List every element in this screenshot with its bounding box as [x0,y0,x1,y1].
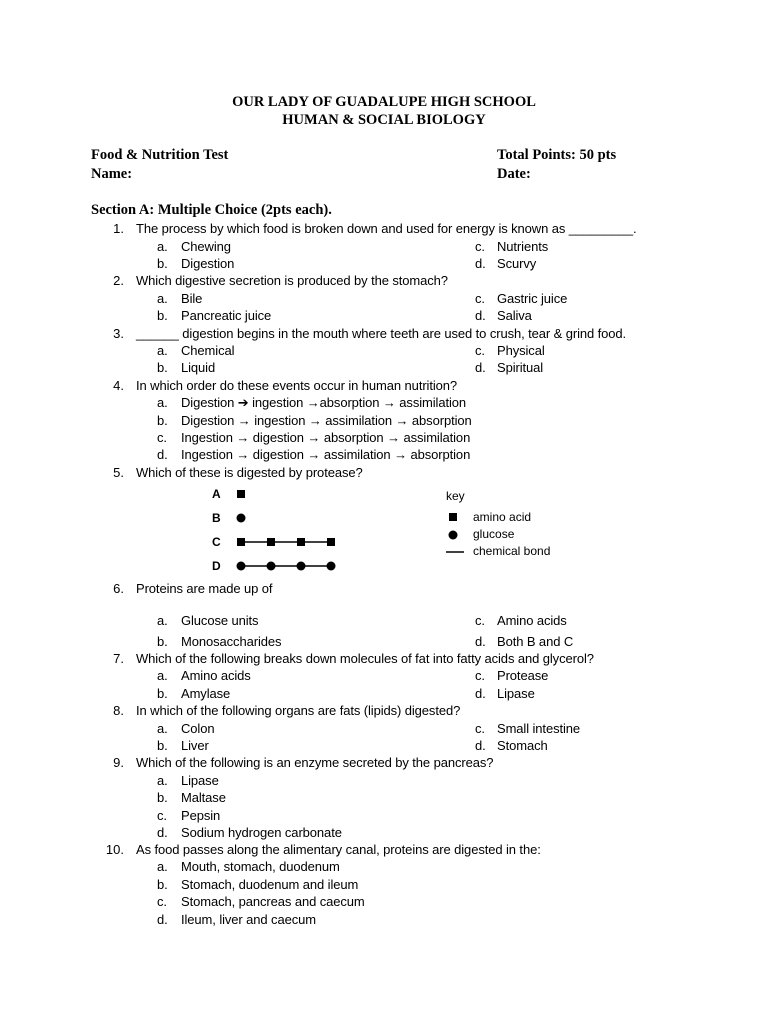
option-letter: a. [157,721,168,736]
question-text: The process by which food is broken down and used for energy is known as _________. [136,221,637,236]
amino-acid-square [327,538,335,546]
question-number: 1. [113,221,124,236]
option-text: Ileum, liver and caecum [181,912,316,927]
key-amino-acid: amino acid [473,510,532,524]
option-letter: a. [157,859,168,874]
option-text: Maltase [181,790,226,805]
option-text: Chemical [181,343,235,358]
row-label-a: A [212,487,221,501]
glucose-circle [327,562,336,571]
option-letter: d. [475,308,486,323]
key-chemical-bond: chemical bond [473,544,551,558]
key-symbols [446,510,468,560]
glucose-circle [237,562,246,571]
option-text: Bile [181,291,203,306]
question-number: 4. [113,378,124,393]
option-text: Pepsin [181,808,221,823]
key-title: key [446,489,465,503]
amino-acid-square [267,538,275,546]
option-text: Sodium hydrogen carbonate [181,825,342,840]
option-letter: d. [157,912,168,927]
key-glucose: glucose [473,527,515,541]
option-letter: a. [157,291,168,306]
option-text: Ingestion → digestion → absorption → assimilation [181,430,471,445]
option-letter: c. [475,239,485,254]
question-text: Which digestive secretion is produced by the stomach? [136,273,448,288]
option-letter: b. [157,413,168,428]
amino-acid-square [237,538,245,546]
question-number: 10. [105,842,124,857]
option-text: Gastric juice [497,291,568,306]
question-text: Which of the following is an enzyme secreted by the pancreas? [136,755,494,770]
question-text: As food passes along the alimentary canal, proteins are digested in the: [136,842,541,857]
option-letter: d. [475,738,486,753]
name-label: Name: [91,166,133,182]
option-letter: b. [157,877,168,892]
option-text: Pancreatic juice [181,308,272,323]
option-letter: c. [157,894,167,909]
section-title: Section A: Multiple Choice (2pts each). [91,202,332,218]
option-text: Scurvy [497,256,537,271]
school-name: OUR LADY OF GUADALUPE HIGH SCHOOL [232,94,536,110]
option-letter: c. [157,430,167,445]
question-text: In which order do these events occur in human nutrition? [136,378,458,393]
question-number: 9. [113,755,124,770]
option-letter: a. [157,395,168,410]
option-letter: b. [157,308,168,323]
row-label-d: D [212,559,221,573]
option-letter: b. [157,790,168,805]
date-label: Date: [497,166,531,182]
option-letter: c. [475,721,485,736]
question-text: In which of the following organs are fats (lipids) digested? [136,703,461,718]
option-letter: d. [475,360,486,375]
option-text: Glucose units [181,613,259,628]
option-letter: c. [475,613,485,628]
option-letter: b. [157,634,168,649]
question-text: Which of the following breaks down molecules of fat into fatty acids and glycerol? [136,651,594,666]
total-points: Total Points: 50 pts [497,147,617,163]
question-number: 5. [113,465,124,480]
question-number: 6. [113,581,124,596]
option-text: Digestion → ingestion → assimilation → absorption [181,413,472,428]
key-square [449,513,457,521]
option-text: Lipase [181,773,219,788]
option-text: Chewing [181,239,231,254]
option-letter: a. [157,668,168,683]
option-text: Both B and C [497,634,574,649]
option-text: Stomach, duodenum and ileum [181,877,359,892]
option-letter: c. [475,291,485,306]
option-text: Lipase [497,686,535,701]
option-letter: b. [157,256,168,271]
question-text: Proteins are made up of [136,581,273,596]
option-letter: a. [157,773,168,788]
option-text: Nutrients [497,239,549,254]
question-number: 2. [113,273,124,288]
option-text: Monosaccharides [181,634,282,649]
option-text: Physical [497,343,545,358]
option-letter: a. [157,613,168,628]
option-text: Liver [181,738,209,753]
option-text: Mouth, stomach, duodenum [181,859,340,874]
test-title: Food & Nutrition Test [91,147,229,163]
option-text: Amino acids [181,668,251,683]
option-text: Amino acids [497,613,567,628]
option-text: Protease [497,668,549,683]
question-text: Which of these is digested by protease? [136,465,363,480]
question-text: ______ digestion begins in the mouth where teeth are used to crush, tear & grind food. [136,326,627,341]
option-letter: c. [157,808,167,823]
option-letter: c. [475,668,485,683]
option-letter: d. [157,447,168,462]
row-label-c: C [212,535,221,549]
option-letter: a. [157,343,168,358]
glucose-circle [267,562,276,571]
option-text: Saliva [497,308,532,323]
option-text: Amylase [181,686,231,701]
molecule-drawings [232,485,342,575]
amino-acid-square [297,538,305,546]
glucose-circle [297,562,306,571]
question-number: 3. [113,326,124,341]
option-text: Small intestine [497,721,581,736]
subject-title: HUMAN & SOCIAL BIOLOGY [282,112,486,128]
option-text: Stomach, pancreas and caecum [181,894,365,909]
option-letter: b. [157,686,168,701]
option-text: Digestion [181,256,235,271]
question-number: 7. [113,651,124,666]
option-letter: a. [157,239,168,254]
option-text: Colon [181,721,215,736]
option-text: Spiritual [497,360,544,375]
question-number: 8. [113,703,124,718]
option-letter: d. [475,634,486,649]
option-text: Stomach [497,738,548,753]
option-letter: b. [157,360,168,375]
option-text: Ingestion → digestion → assimilation → absorption [181,447,471,462]
option-text: Liquid [181,360,216,375]
option-text: Digestion ➔ ingestion →absorption → assimilation [181,395,467,410]
amino-acid-square [237,490,245,498]
row-label-b: B [212,511,221,525]
option-letter: d. [475,256,486,271]
option-letter: c. [475,343,485,358]
option-letter: d. [475,686,486,701]
key-circle [449,531,458,540]
option-letter: b. [157,738,168,753]
glucose-circle [237,514,246,523]
option-letter: d. [157,825,168,840]
